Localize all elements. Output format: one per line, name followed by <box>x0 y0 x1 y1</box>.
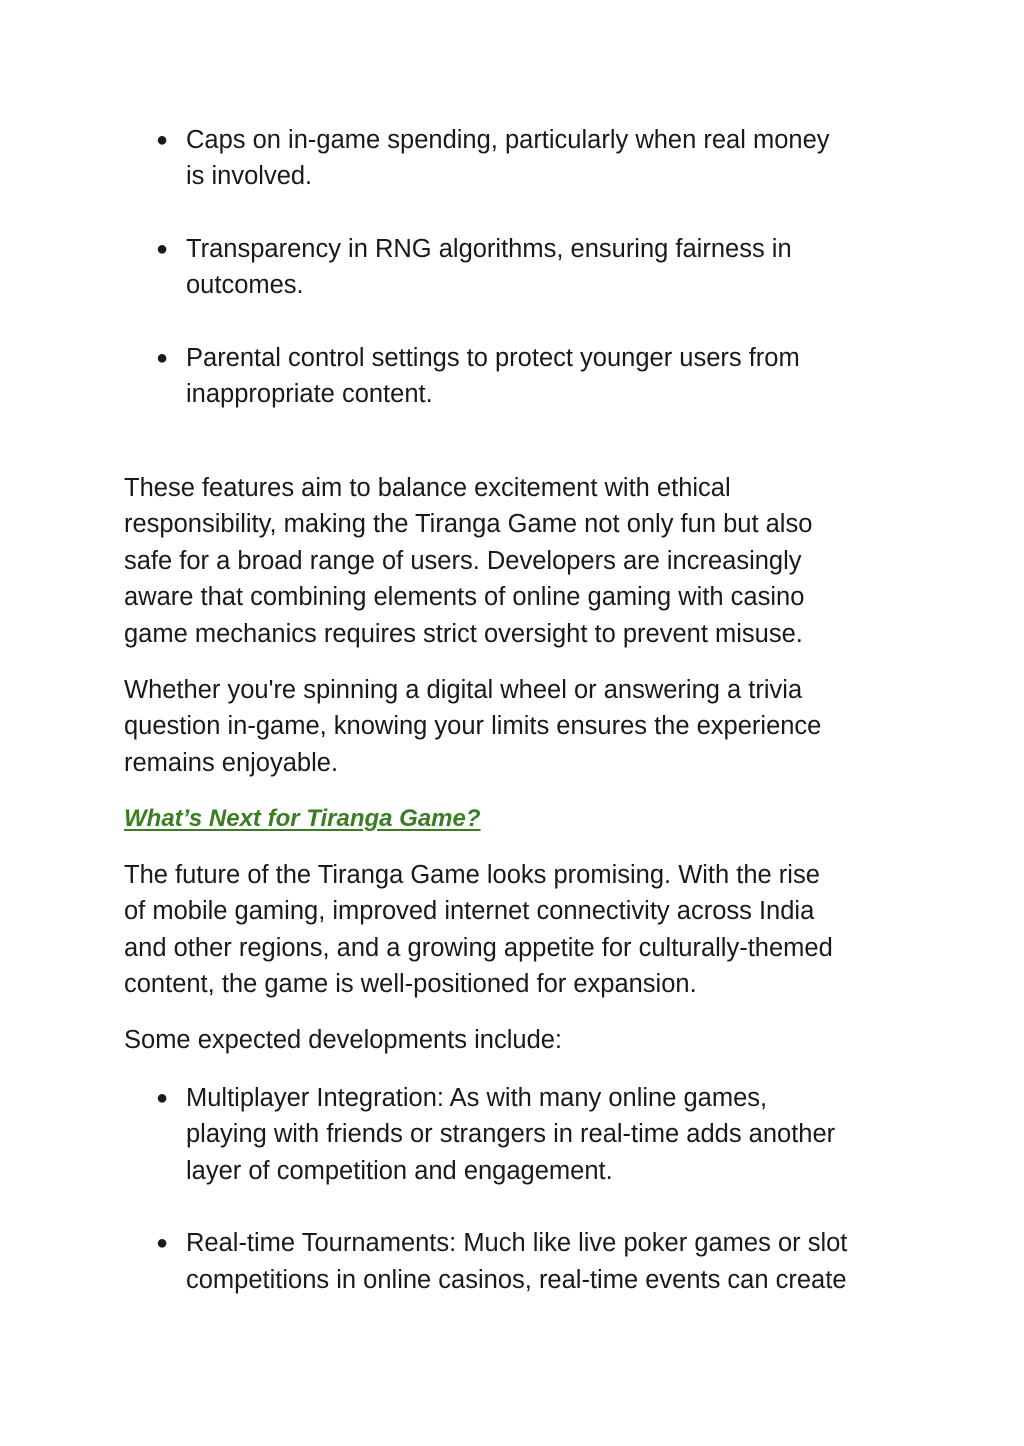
paragraph-line: and other regions, and a growing appetite for culturally-themed <box>124 933 833 962</box>
paragraph-know-limits <box>124 672 904 781</box>
list-item-line: outcomes. <box>186 271 304 300</box>
list-item <box>0 122 906 195</box>
paragraph-expected-developments <box>124 1022 904 1058</box>
paragraph-line: responsibility, making the Tiranga Game not only fun but also <box>124 510 813 539</box>
bullet-icon: ● <box>156 1087 169 1109</box>
bullet-list-safety-features <box>0 122 1024 412</box>
list-item-line: Multiplayer Integration: As with many online games, <box>186 1084 768 1112</box>
list-item-line: Real-time Tournaments: Much like live poker games or slot <box>186 1229 848 1258</box>
paragraph-line: game mechanics requires strict oversight to prevent misuse. <box>124 619 803 648</box>
list-item-line: inappropriate content. <box>186 380 433 409</box>
paragraph-line: These features aim to balance excitement with ethical <box>124 474 731 502</box>
paragraph-line: remains enjoyable. <box>124 748 339 777</box>
paragraph-features-balance <box>124 470 904 652</box>
paragraph-line: of mobile gaming, improved internet connectivity across India <box>124 897 815 926</box>
paragraph-line: question in-game, knowing your limits ensures the experience <box>124 712 822 741</box>
list-item <box>0 1225 906 1298</box>
section-heading-link[interactable]: What’s Next for Tiranga Game? <box>124 805 481 832</box>
list-item <box>0 1080 906 1189</box>
paragraph-line: content, the game is well-positioned for expansion. <box>124 970 697 999</box>
list-item-line: Parental control settings to protect younger users from <box>186 343 800 372</box>
bullet-icon: ● <box>156 1232 169 1255</box>
bullet-icon: ● <box>156 237 169 260</box>
paragraph-line: Whether you're spinning a digital wheel or answering a trivia <box>124 676 803 704</box>
paragraph-future <box>124 857 904 1003</box>
list-item-line: Transparency in RNG algorithms, ensuring fairness in <box>186 234 792 263</box>
list-item-line: Caps on in-game spending, particularly when real money <box>186 126 830 154</box>
bullet-list-developments <box>0 1080 1024 1298</box>
bullet-icon: ● <box>156 129 169 151</box>
list-item <box>0 231 906 304</box>
list-item-line: playing with friends or strangers in real-time adds another <box>186 1120 836 1149</box>
list-item-line: competitions in online casinos, real-time events can create <box>186 1265 847 1294</box>
paragraph-line: Some expected developments include: <box>124 1026 563 1054</box>
bullet-icon: ● <box>156 346 169 369</box>
list-item <box>0 340 906 413</box>
list-item-line: is involved. <box>186 162 313 191</box>
paragraph-line: The future of the Tiranga Game looks promising. With the rise <box>124 861 820 889</box>
list-item-line: layer of competition and engagement. <box>186 1156 613 1185</box>
paragraph-line: safe for a broad range of users. Developers are increasingly <box>124 546 802 575</box>
paragraph-line: aware that combining elements of online gaming with casino <box>124 583 805 612</box>
